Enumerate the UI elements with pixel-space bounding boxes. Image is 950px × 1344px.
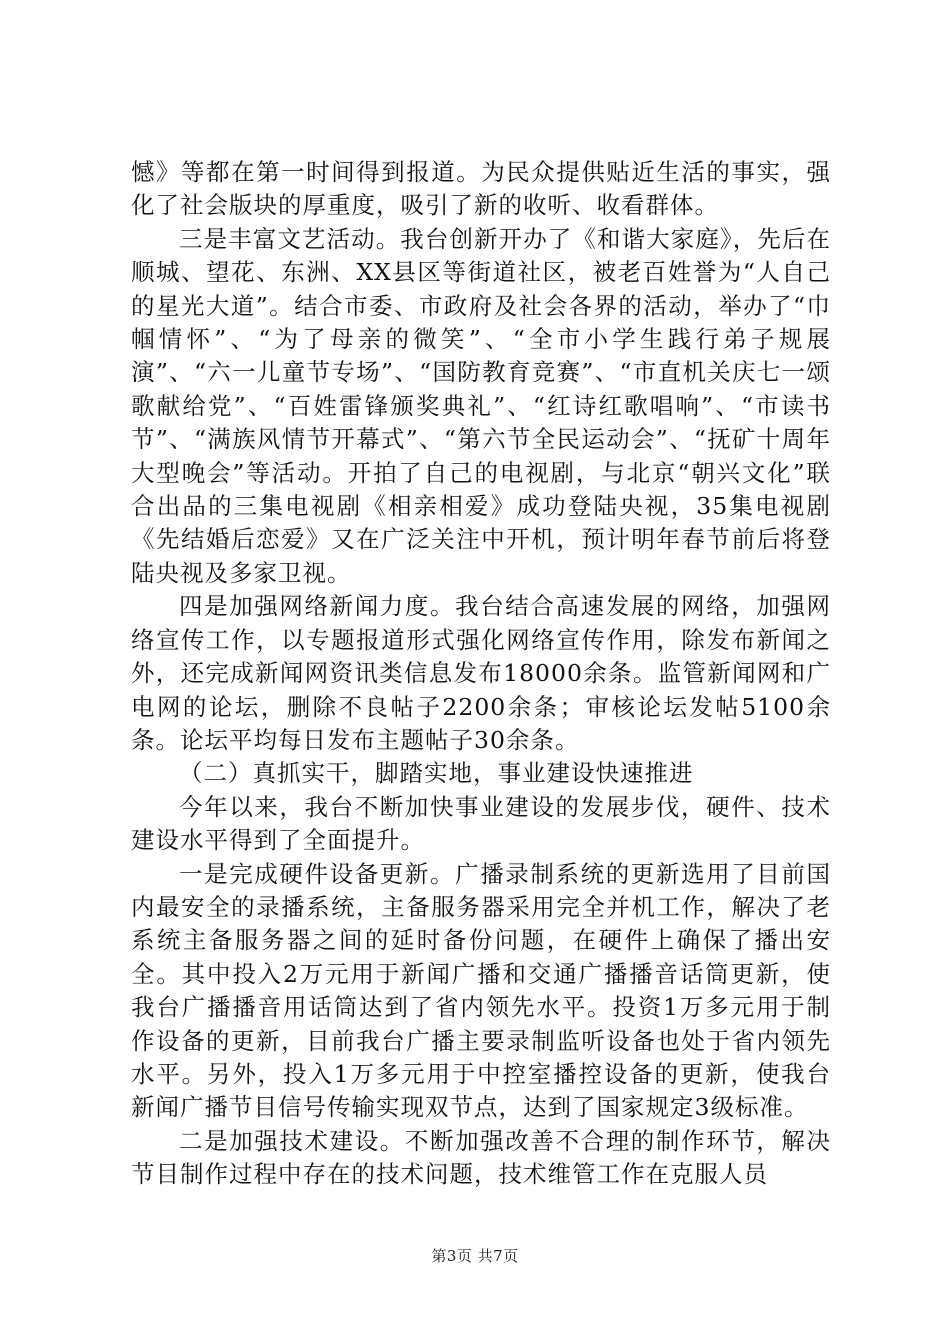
- document-body: [131, 156, 831, 1192]
- paragraph-cultural-activities: 三是丰富文艺活动。我台创新开办了《和谐大家庭》，先后在顺城、望花、东洲、XX县区等街道社区，被老百姓誉为“人自己的星光大道”。结合市委、市政府及社会各界的活动，举办了“巾帼情怀”、“为了母亲的微笑”、“全市小学生践行弟子规展演”、“六一儿童节专场”、“国防教育竞赛”、“市直机关庆七一颂歌献给党”、“百姓雷锋颁奖典礼”、“红诗红歌唱响”、“市读书节”、“满族风情节开幕式”、“第六节全民运动会”、“抚矿十周年大型晚会”等活动。开拍了自己的电视剧，与北京“朝兴文化”联合出品的三集电视剧《相亲相爱》成功登陆央视，35集电视剧《先结婚后恋爱》又在广泛关注中开机，预计明年春节前后将登陆央视及多家卫视。: [131, 224, 831, 587]
- paragraph-continuation: 憾》等都在第一时间得到报道。为民众提供贴近生活的事实，强化了社会版块的厚重度，吸引了新的收听、收看群体。: [131, 158, 831, 220]
- section-heading: （二）真抓实干，脚踏实地，事业建设快速推进: [179, 759, 694, 788]
- paragraph-technical-construction: 二是加强技术建设。不断加强改善不合理的制作环节，解决节目制作过程中存在的技术问题，技术维管工作在克服人员: [131, 1126, 831, 1189]
- page-number-footer: 第3页 共7页: [431, 1247, 519, 1265]
- paragraph-hardware-update: 一是完成硬件设备更新。广播录制系统的更新选用了目前国内最安全的录播系统，主备服务器采用完全并机工作，解决了老系统主备服务器之间的延时备份问题，在硬件上确保了播出安全。其中投入2万元用于新闻广播和交通广播播音话筒更新，使我台广播播音用话筒达到了省内领先水平。投资1万多元用于制作设备的更新，目前我台广播主要录制监听设备也处于省内领先水平。另外，投入1万多元用于中控室播控设备的更新，使我台新闻广播节目信号传输实现双节点，达到了国家规定3级标准。: [131, 859, 831, 1122]
- paragraph-online-news: 四是加强网络新闻力度。我台结合高速发展的网络，加强网络宣传工作，以专题报道形式强化网络宣传作用，除发布新闻之外，还完成新闻网资讯类信息发布18000余条。监管新闻网和广电网的论坛，删除不良帖子2200余条；审核论坛发帖5100余条。论坛平均每日发布主题帖子30余条。: [131, 592, 831, 754]
- paragraph-development-intro: 今年以来，我台不断加快事业建设的发展步伐，硬件、技术建设水平得到了全面提升。: [131, 792, 831, 855]
